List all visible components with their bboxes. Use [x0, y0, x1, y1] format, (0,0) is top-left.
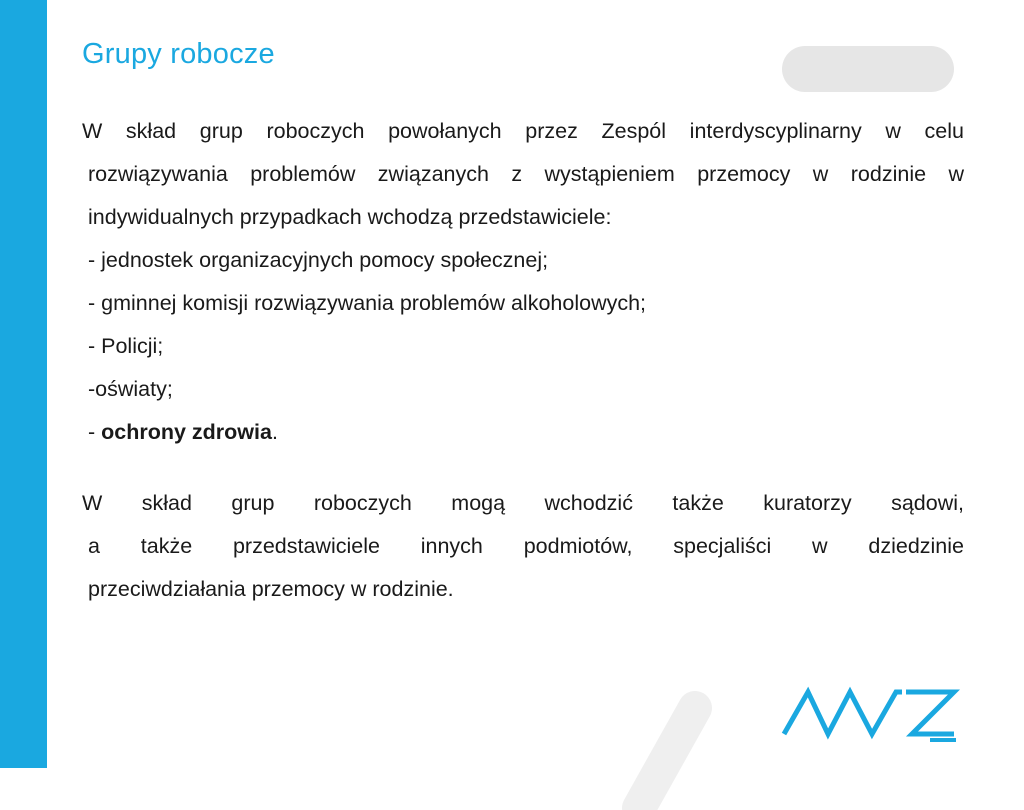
- left-accent-strip: [0, 0, 47, 768]
- paragraph-second-line-2: a także przedstawiciele innych podmiotów, specjaliści w dziedzinie: [88, 534, 964, 558]
- decorative-diagonal-stroke: [617, 690, 737, 810]
- paragraph-intro-line-2: rozwiązywania problemów związanych z wystąpieniem przemocy w rodzinie w: [88, 162, 964, 186]
- paragraph-second: [82, 482, 964, 611]
- list-item: - Policji;: [88, 334, 164, 358]
- list-item-bold: ochrony zdrowia: [101, 420, 272, 444]
- list-item: - gminnej komisji rozwiązywania problemów alkoholowych;: [88, 291, 647, 315]
- mz-logo-icon: [780, 684, 960, 742]
- slide-title: Grupy robocze: [82, 38, 275, 70]
- decorative-pill: [782, 46, 954, 92]
- list-item: - jednostek organizacyjnych pomocy społecznej;: [88, 248, 549, 272]
- slide-body: [82, 110, 964, 611]
- list-item: [82, 411, 964, 454]
- list-item-suffix: .: [271, 420, 278, 444]
- paragraph-intro: [82, 110, 964, 239]
- list-item-prefix: -: [88, 420, 102, 444]
- paragraph-spacer: [82, 454, 964, 482]
- paragraph-intro-line-3: indywidualnych przypadkach wchodzą przedstawiciele:: [88, 205, 612, 229]
- paragraph-second-line-1: W skład grup roboczych mogą wchodzić także kuratorzy sądowi,: [82, 491, 964, 515]
- list-item: -oświaty;: [88, 377, 173, 401]
- paragraph-second-line-3: przeciwdziałania przemocy w rodzinie.: [88, 577, 454, 601]
- paragraph-intro-line-1: W skład grup roboczych powołanych przez Zespól interdyscyplinarny w celu: [82, 119, 964, 143]
